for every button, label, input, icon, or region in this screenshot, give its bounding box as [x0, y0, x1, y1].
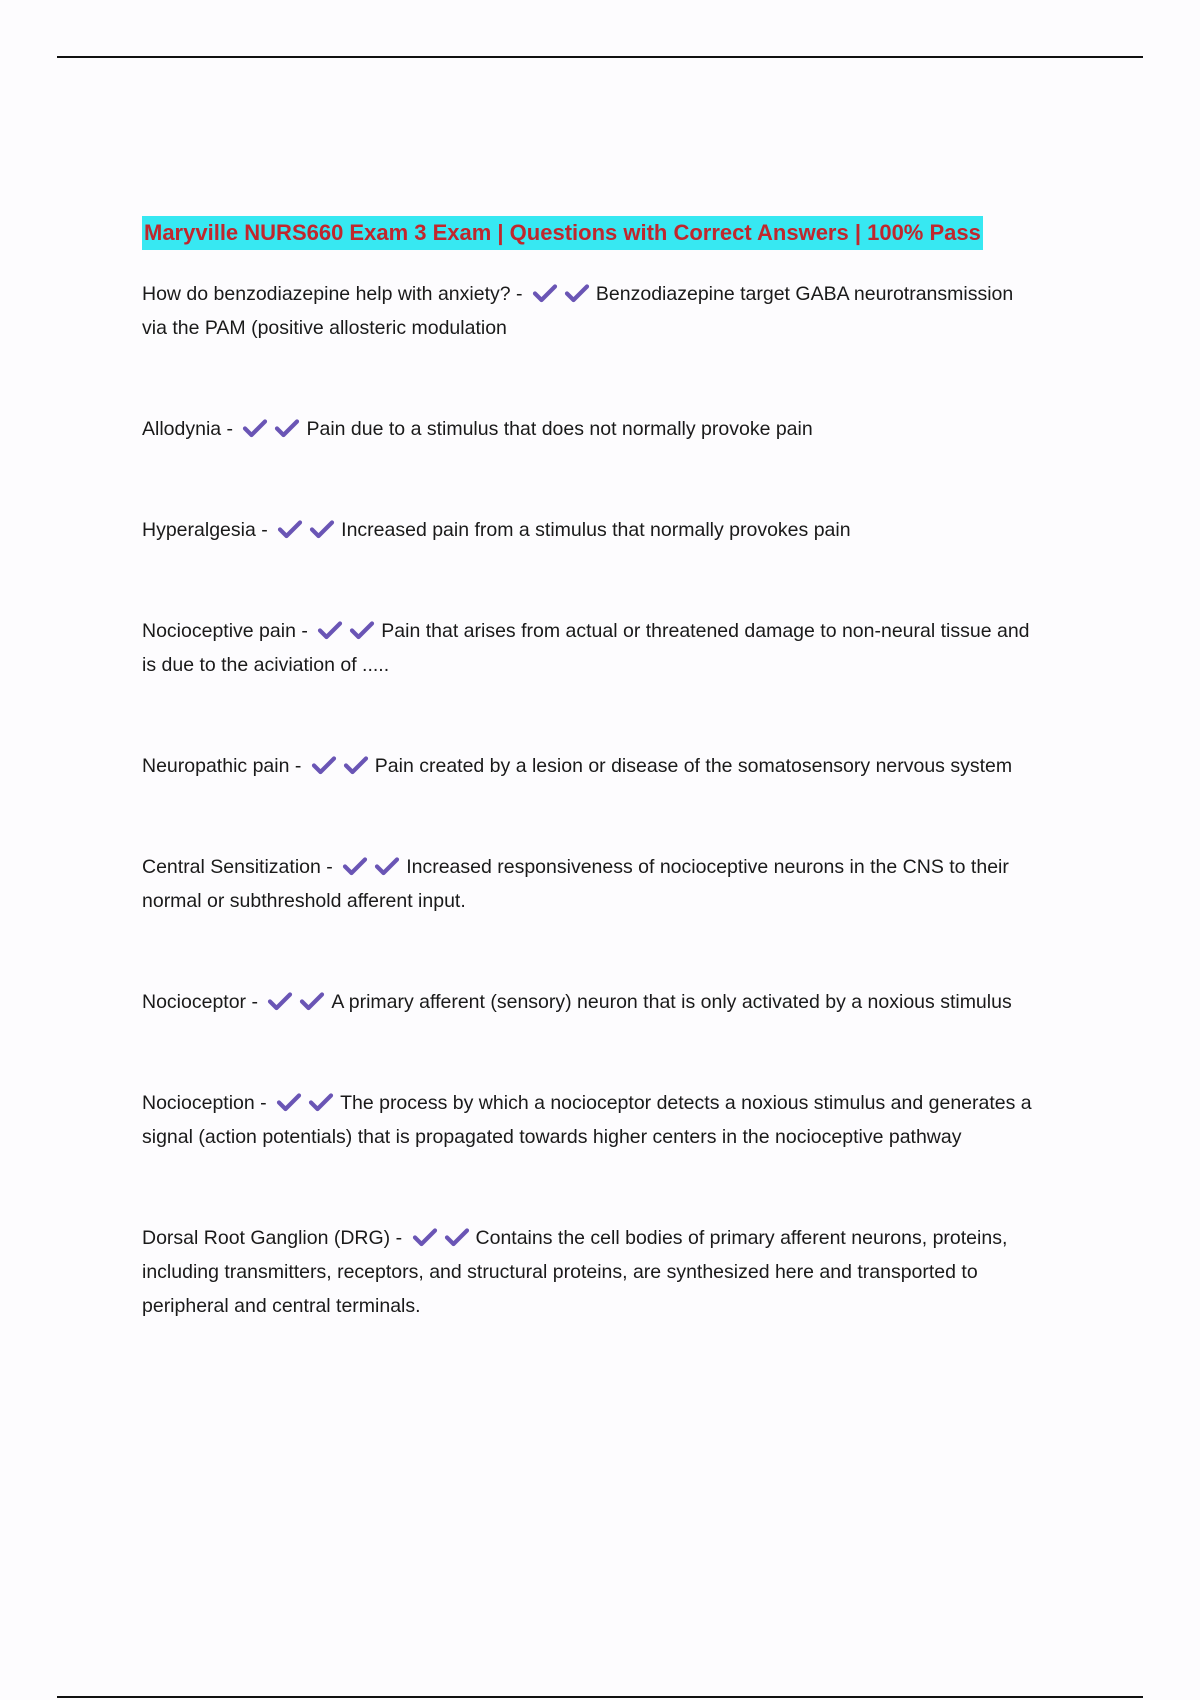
check-icon: [444, 1227, 470, 1247]
check-icon: [317, 620, 343, 640]
answer-text: Benzodiazepine target GABA neurotransmission via the PAM (positive allosteric modulation: [142, 283, 1014, 339]
checkmarks: [532, 283, 596, 305]
check-icon: [274, 418, 300, 438]
answer-text: Increased pain from a stimulus that normally provokes pain: [341, 519, 851, 541]
question-text: Nocioception: [142, 1092, 255, 1114]
qa-item-4: [142, 614, 1042, 682]
qa-item-5: [142, 749, 1042, 783]
question-separator: -: [390, 1227, 408, 1249]
check-icon: [308, 1092, 334, 1112]
question-separator: -: [320, 856, 339, 878]
check-icon: [309, 519, 335, 539]
check-icon: [311, 755, 337, 775]
qa-item-6: [142, 850, 1042, 918]
qa-item-2: [142, 412, 1042, 446]
question-text: Hyperalgesia: [142, 519, 256, 541]
question-separator: -: [255, 519, 274, 541]
qa-item-3: [142, 513, 1042, 547]
check-icon: [349, 620, 375, 640]
question-separator: -: [295, 620, 314, 642]
question-text: Nocioceptor: [142, 991, 247, 1013]
question-separator: -: [221, 418, 239, 440]
check-icon: [242, 418, 268, 438]
question-text: Nocioceptive pain: [142, 620, 296, 642]
check-icon: [299, 991, 325, 1011]
checkmarks: [412, 1227, 476, 1249]
checkmarks: [242, 418, 306, 440]
answer-text: Pain due to a stimulus that does not normally provoke pain: [306, 418, 813, 440]
check-icon: [343, 755, 369, 775]
question-separator: -: [510, 283, 528, 305]
checkmarks: [342, 856, 406, 878]
document-title: Maryville NURS660 Exam 3 Exam | Questions with Correct Answers | 100% Pass: [142, 216, 983, 250]
answer-text: Pain created by a lesion or disease of the somatosensory nervous system: [374, 755, 1013, 777]
check-icon: [532, 283, 558, 303]
checkmarks: [277, 519, 341, 541]
check-icon: [374, 856, 400, 876]
check-icon: [267, 991, 293, 1011]
checkmarks: [276, 1092, 340, 1114]
question-text: Neuropathic pain: [142, 755, 290, 777]
checkmarks: [311, 755, 375, 777]
document-body: [142, 216, 1042, 1323]
checkmarks: [267, 991, 331, 1013]
answer-text: Pain that arises from actual or threatened damage to non-neural tissue and is due to the aciviation of .....: [142, 620, 1030, 676]
answer-text: The process by which a nocioceptor detects a noxious stimulus and generates a signal (action potentials) that is propagated towards higher centers in the nocioceptive pathway: [142, 1092, 1032, 1148]
check-icon: [412, 1227, 438, 1247]
answer-text: A primary afferent (sensory) neuron that is only activated by a noxious stimulus: [331, 991, 1012, 1013]
answer-text: Contains the cell bodies of primary afferent neurons, proteins, including transmitters, receptors, and structural proteins, are synthesized here and transported to peripheral and central terminals.: [142, 1227, 1008, 1317]
qa-list: [142, 277, 1042, 1323]
top-rule: [57, 56, 1143, 58]
question-text: Dorsal Root Ganglion (DRG): [142, 1227, 391, 1249]
question-separator: -: [289, 755, 307, 777]
check-icon: [277, 519, 303, 539]
check-icon: [276, 1092, 302, 1112]
question-separator: -: [246, 991, 264, 1013]
question-text: Allodynia: [142, 418, 222, 440]
answer-text: Increased responsiveness of nocioceptive neurons in the CNS to their normal or subthreshold afferent input.: [142, 856, 1009, 912]
question-separator: -: [254, 1092, 273, 1114]
qa-item-9: [142, 1221, 1042, 1323]
check-icon: [564, 283, 590, 303]
check-icon: [342, 856, 368, 876]
question-text: Central Sensitization: [142, 856, 321, 878]
bottom-rule: [57, 1696, 1143, 1698]
qa-item-8: [142, 1086, 1042, 1154]
question-text: How do benzodiazepine help with anxiety?: [142, 283, 511, 305]
title-wrap: [142, 216, 1042, 253]
qa-item-7: [142, 985, 1042, 1019]
qa-item-1: [142, 277, 1042, 345]
checkmarks: [317, 620, 381, 642]
